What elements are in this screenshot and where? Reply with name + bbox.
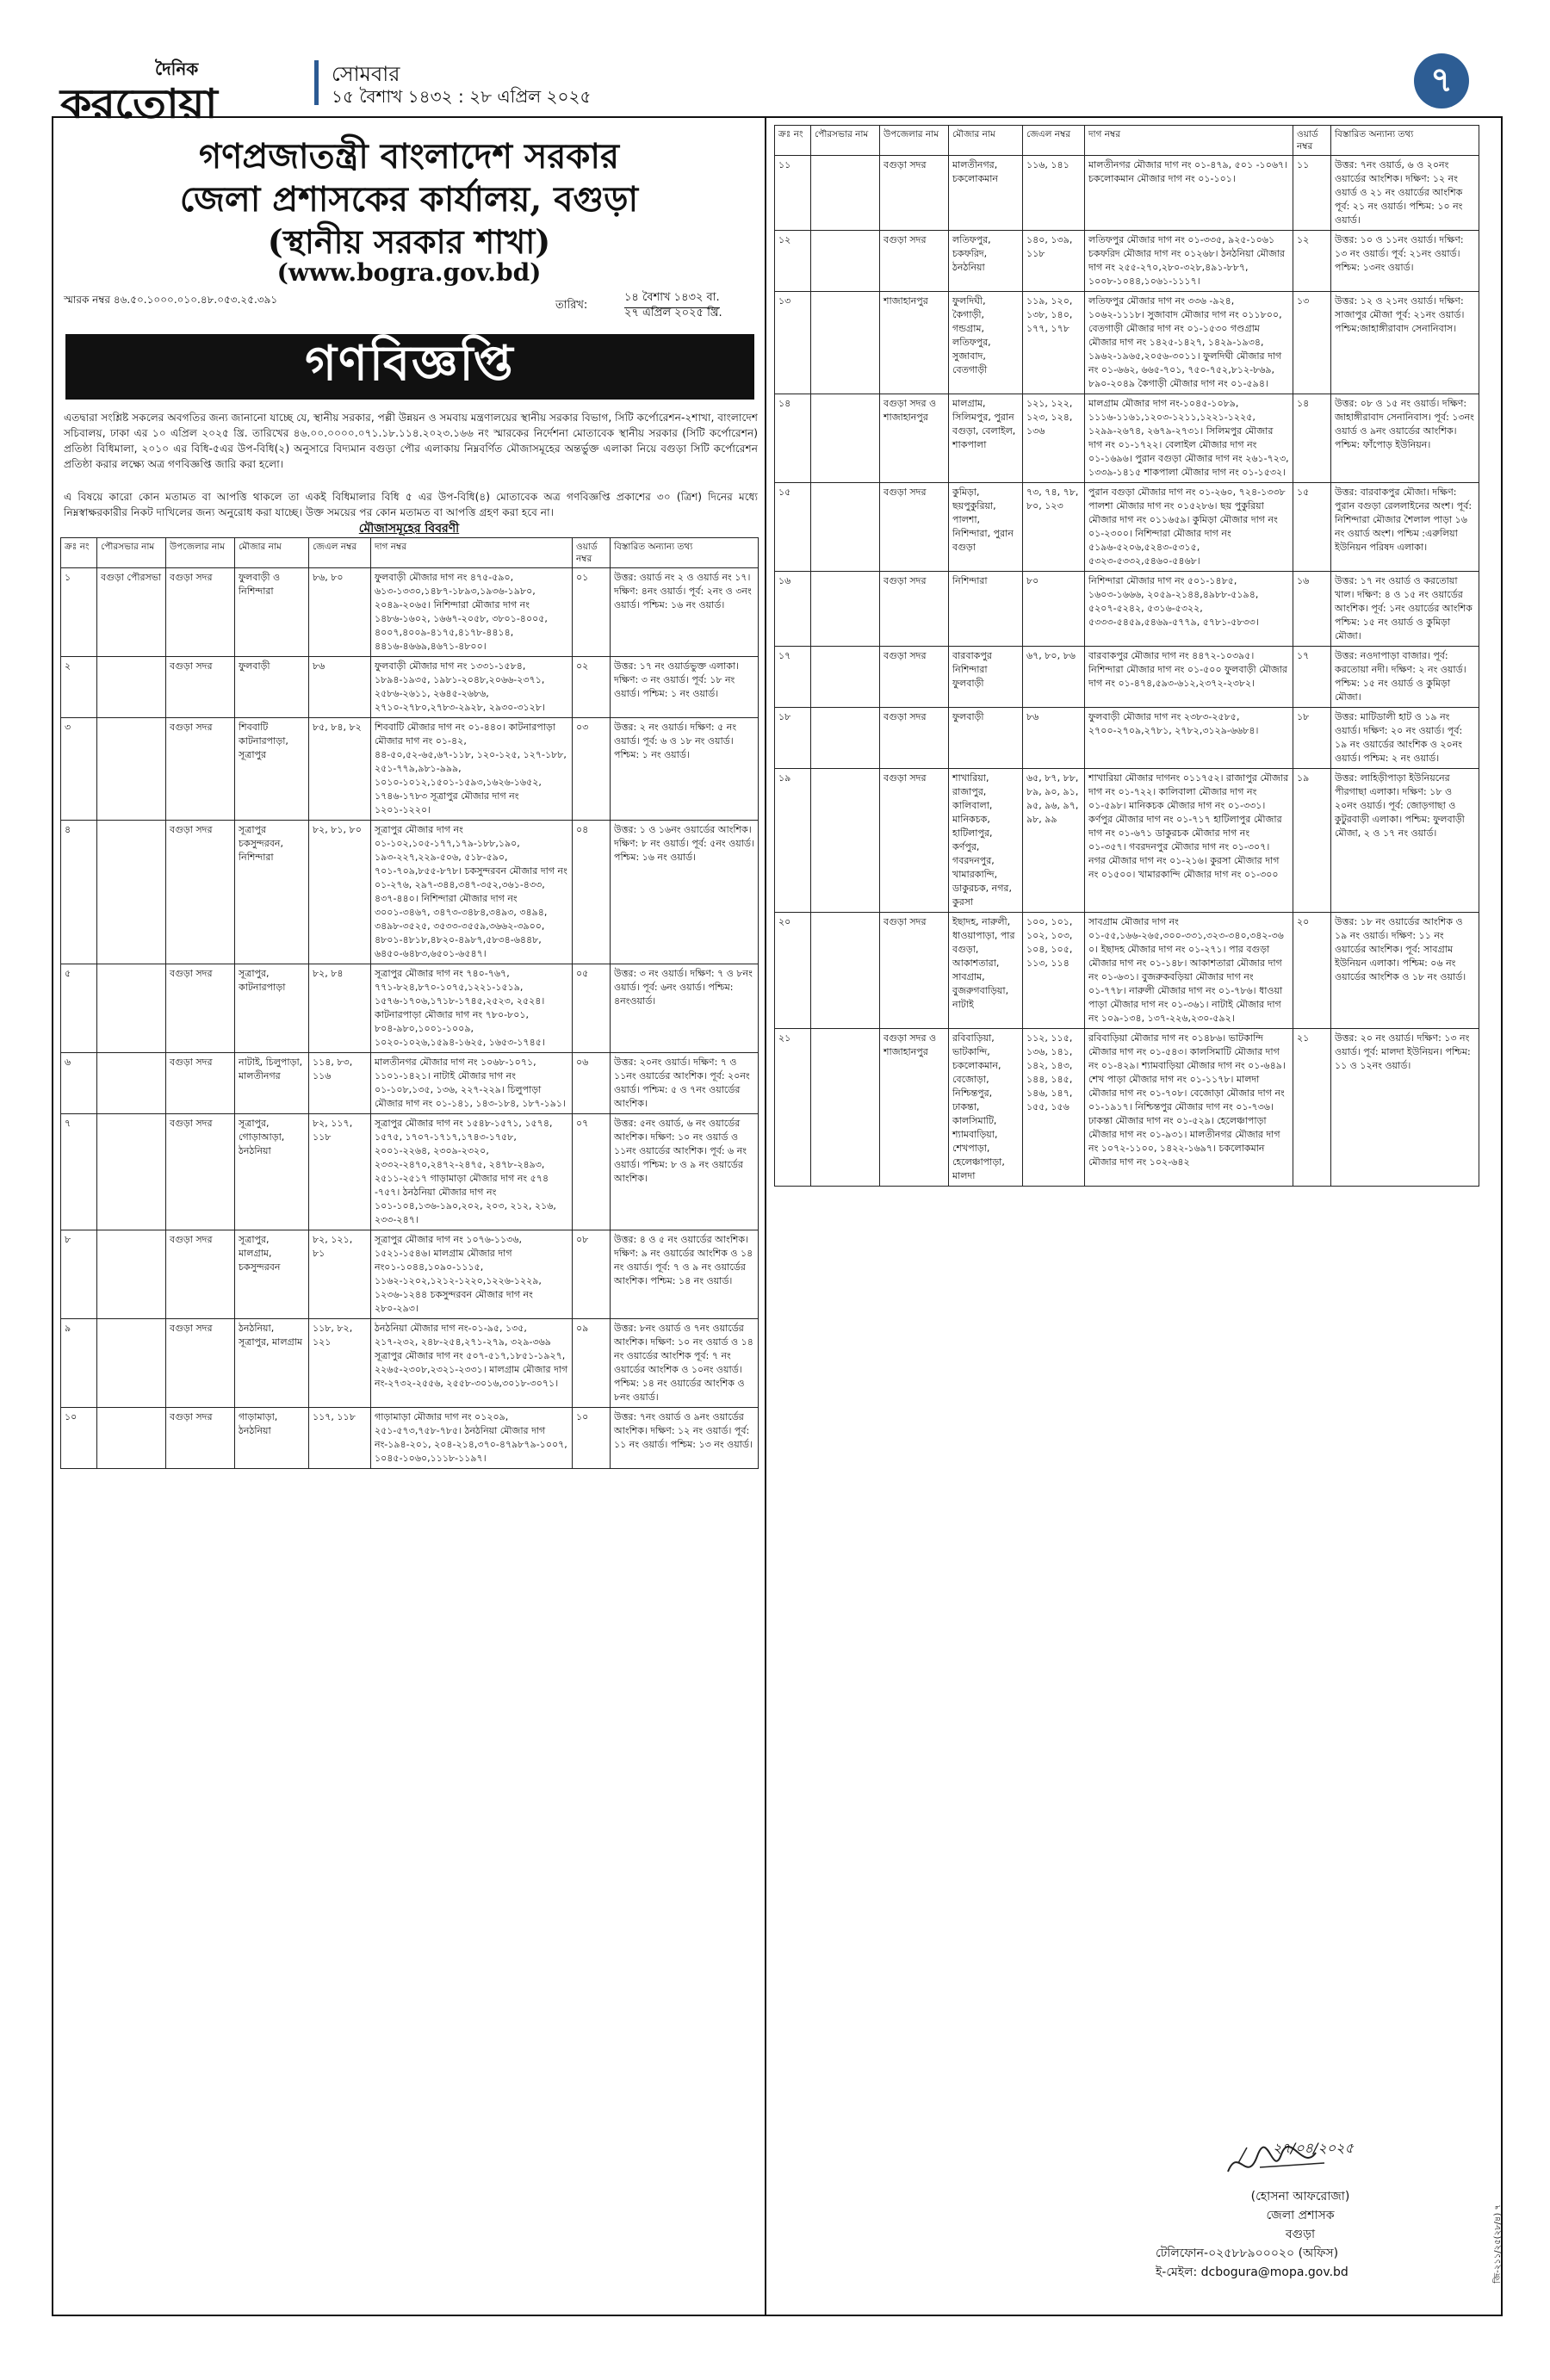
cell-upazila: বগুড়া সদর xyxy=(880,647,949,708)
cell-dag: বারবাকপুর মৌজার দাগ নং ৪৪৭২-১০৩৯৫। নিশিন্দারা মৌজার দাগ নং ০১-৫০০ ফুলবাড়ী মৌজার দাগ নং ০১-৪৭৪,৫৯৩-৬১২,২৩৭২-২৩৮২। xyxy=(1085,647,1293,708)
cell-ward: ২১ xyxy=(1293,1029,1331,1187)
cell-municipality xyxy=(97,1114,166,1230)
cell-serial: ১০ xyxy=(61,1408,97,1469)
cell-jl: ৮২, ১১৭, ১১৮ xyxy=(309,1114,371,1230)
cell-upazila: বগুড়া সদর xyxy=(166,657,235,718)
cell-serial: ১৩ xyxy=(775,292,811,394)
cell-jl: ১২১, ১২২, ১২৩, ১২৪, ১৩৬ xyxy=(1023,394,1085,483)
cell-upazila: বগুড়া সদর xyxy=(166,964,235,1053)
date-label: তারিখ: xyxy=(555,299,588,312)
cell-municipality xyxy=(811,913,880,1029)
cell-upazila: বগুড়া সদর xyxy=(166,718,235,821)
cell-details: উত্তর: ২০নং ওয়ার্ড। দক্ষিণ: ৭ ও ১১নং ওয়ার্ডের আংশিক। পূর্ব: ২০নং ওয়ার্ড। পশ্চিম: ৫ ও ৭নং ওয়ার্ডের আংশিক। xyxy=(611,1053,759,1114)
cell-jl: ১১৯, ১২০, ১৩৮, ১৪০, ১৭৭, ১৭৮ xyxy=(1023,292,1085,394)
cell-dag: রবিবাড়িয়া মৌজার দাগ নং ০১৪৮৬। ভাটকান্দি মৌজার দাগ নং ০১-৫৪৩। কালসিমাটি মৌজার দাগ নং ০১-৪২৯। শ্যামবাড়িয়া মৌজার দাগ নং ০১-৬৪৯। শেখ পাড়া মৌজার দাগ নং ০১-১১৭৮। মালদা মৌজার দাগ নং ০১-৭০৮। বেজোড়া মৌজার দাগ নং ০১-১৯১৭। নিশ্চিন্তপুর মৌজার দাগ নং ০১-৭৩৬। ঢাকন্তা মৌজার দাগ নং ০১-৫২৯। হেলেঞ্চাপাড়া মৌজার দাগ নং ০১-৯৩১। মালতীনগর মৌজার দাগ নং ১০৭২-১১০০, ১৪২২-১৬৯৭। চকলোকমান মৌজার দাগ নং ১০২-৬৪২ xyxy=(1085,1029,1293,1187)
cell-dag: লতিফপুর মৌজার দাগ নং ৩৩৬ -৯২৪, ১০৬২-১১১৮। সুজাবাদ মৌজার দাগ নং ০১১৮০০, বেতগাড়ী মৌজার দাগ নং ০১-১৫৩০ গণ্ডগ্রাম মৌজার দাগ নং ১৪২৫-১৪২৭, ১৪২৯-১৯৩৪, ১৯৬২-১৯৬৫,২০৫৬-৩০১১। ফুলদিঘী মৌজার দাগ নং ০১-৬৬২, ৬৬৫-৭০১, ৭৫০-৭৫২,৮১২-৮৬৯, ৮৯০-২০৪৯ কৈগাড়ী মৌজার দাগ নং ০১-৫৯৪। xyxy=(1085,292,1293,394)
cell-municipality xyxy=(97,657,166,718)
cell-details: উত্তর: ১৭ নং ওয়ার্ড ও করতোয়া খাল। দক্ষিণ: ৪ ও ১৫ নং ওয়ার্ডের আংশিক। পূর্ব: ১নং ওয়ার্ডের আংশিক পশ্চিম: ১৫ নং ওয়ার্ড ও কুমিড়া মৌজা। xyxy=(1331,572,1479,647)
table-row xyxy=(775,769,1479,913)
col-header-upazila: উপজেলার নাম xyxy=(880,126,949,156)
cell-ward: ১৯ xyxy=(1293,769,1331,913)
cell-ward: ১১ xyxy=(1293,156,1331,231)
cell-serial: ২ xyxy=(61,657,97,718)
col-header-ward: ওয়ার্ড নম্বর xyxy=(1293,126,1331,156)
cell-municipality xyxy=(811,394,880,483)
cell-details: উত্তর: নওদাপাড়া বাজার। পূর্ব: করতোয়া নদী। দক্ষিণ: ২ নং ওয়ার্ড। পশ্চিম: ১৫ নং ওয়ার্ড ও কুমিড়া মৌজা। xyxy=(1331,647,1479,708)
cell-mouza: রবিবাড়িয়া, ভাটকান্দি, চকলোকমান, বেজোড়া, নিশ্চিন্তপুর, ঢাকন্তা, কালসিমাটি, শ্যামবাড়িয়া, শেখপাড়া, হেলেঞ্চাপাড়া, মালদা xyxy=(949,1029,1023,1187)
table-caption: মৌজাসমূহের বিবরণী xyxy=(358,522,460,536)
cell-ward: ১৬ xyxy=(1293,572,1331,647)
cell-ward: ০৪ xyxy=(573,821,611,964)
cell-municipality xyxy=(97,1230,166,1319)
cell-details: উত্তর: ০৮ ও ১৫ নং ওয়ার্ড। দক্ষিণ: জাহাঙ্গীরাবাদ সেনানিবাস। পূর্ব: ১৩নং ওয়ার্ড ও ৯নং ওয়ার্ডের আংশিক। পশ্চিম: ফাঁপোড় ইউনিয়ন। xyxy=(1331,394,1479,483)
website-text: (www.bogra.gov.bd) xyxy=(276,258,542,287)
cell-mouza: নাটাই, চিলুপাড়া, মালতীনগর xyxy=(235,1053,309,1114)
cell-upazila: বগুড়া সদর xyxy=(880,483,949,572)
cell-municipality xyxy=(811,769,880,913)
cell-jl: ৮৫, ৮৪, ৮২ xyxy=(309,718,371,821)
cell-serial: ৫ xyxy=(61,964,97,1053)
table-row xyxy=(775,708,1479,769)
cell-dag: ফুলবাড়ী মৌজার দাগ নং ২৩৮৩-২৫৮৫, ২৭০০-২৭০৯,২৭৮১, ২৭৮২,৩১২৯-৬৬৮৪। xyxy=(1085,708,1293,769)
cell-mouza: ফুলবাড়ী xyxy=(949,708,1023,769)
cell-jl: ৮২, ১২১, ৮১ xyxy=(309,1230,371,1319)
cell-ward: ১৮ xyxy=(1293,708,1331,769)
cell-serial: ৯ xyxy=(61,1319,97,1408)
table-row xyxy=(61,1230,759,1319)
cell-serial: ২০ xyxy=(775,913,811,1029)
cell-dag: নিশিন্দারা মৌজার দাগ নং ৫০১-১৪৮৫, ১৬০৩-১৬৬৬, ২০৫৯-২১৪৪,৪৯৮৮-৫১৯৪, ৫২০৭-৫২৪২, ৫৩১৬-৫৩২২, ৫৩৩৩-৫৪৫৯,৫৪৬৯-৫৭৭৯, ৫৭৮১-৫৮৩৩। xyxy=(1085,572,1293,647)
signatory-designation: জেলা প্রশাসক xyxy=(1266,2209,1335,2222)
cell-mouza: গাড়ামাড়া, ঠনঠনিয়া xyxy=(235,1408,309,1469)
cell-upazila: বগুড়া সদর xyxy=(166,1114,235,1230)
cell-mouza: সূত্রাপুর, কাটনারপাড়া xyxy=(235,964,309,1053)
cell-serial: ১৫ xyxy=(775,483,811,572)
cell-dag: ফুলবাড়ী মৌজার দাগ নং ১৩৩১-১৫৮৪, ১৮৯৪-১৯৩৫, ১৯৮১-২০৪৮,২০৬৬-২৩৭১, ২৫৮৬-২৬১১, ২৬৪৫-২৬৮৬, ২৭১০-২৭৮০,২৭৮৩-২৯২৮, ২৯৩০-৩১২৮। xyxy=(371,657,573,718)
masthead-divider xyxy=(314,60,319,105)
cell-ward: ১৩ xyxy=(1293,292,1331,394)
signature-date: ২৭/০৪/২০২৫ xyxy=(1273,2140,1354,2156)
cell-municipality xyxy=(97,1319,166,1408)
office-phone: টেলিফোন-০২৫৮৮৯০০০২০ (অফিস) xyxy=(1156,2247,1339,2260)
col-header-dag: দাগ নম্বর xyxy=(371,538,573,568)
cell-jl: ১১৬, ১৪১ xyxy=(1023,156,1085,231)
cell-municipality xyxy=(97,1408,166,1469)
cell-serial: ১৬ xyxy=(775,572,811,647)
cell-ward: ২০ xyxy=(1293,913,1331,1029)
cell-details: উত্তর: ৭নং ওয়ার্ড ও ৯নং ওয়ার্ডের আংশিক। দক্ষিণ: ১২ নং ওয়ার্ড। পূর্ব: ১১ নং ওয়ার্ড। পশ্চিম: ১৩ নং ওয়ার্ড। xyxy=(611,1408,759,1469)
cell-municipality xyxy=(97,964,166,1053)
cell-mouza: ঠনঠনিয়া, সূত্রাপুর, মালগ্রাম xyxy=(235,1319,309,1408)
cell-ward: ০৩ xyxy=(573,718,611,821)
cell-ward: ০৫ xyxy=(573,964,611,1053)
cell-municipality xyxy=(811,231,880,292)
col-header-upazila: উপজেলার নাম xyxy=(166,538,235,568)
table-header-row xyxy=(61,538,759,568)
col-header-ward: ওয়ার্ড নম্বর xyxy=(573,538,611,568)
cell-municipality xyxy=(811,708,880,769)
table-row xyxy=(61,1408,759,1469)
cell-dag: সাবগ্রাম মৌজার দাগ নং ০১-৫৫,১৬৬-২৬৫,৩০০-৩৩১,৩২৩-৩৪০,৩৪২-৩৬০। ইছাদহ মৌজার দাগ নং ০১-২৭১। পার বগুড়া মৌজার দাগ নং ০১-১৪৮। আকাশতারা মৌজার দাগ নং ০১-৬৩১। বুজরুকবড়িয়া মৌজার দাগ নং ০১-৭৭৮। নারুলী মৌজার দাগ নং ০১-৭৮৬। ধাওয়া পাড়া মৌজার দাগ নং ০১-৩৬১। নাটাই মৌজার দাগ নং ১০৯-১৩৪, ১৩৭-২২৬,২৩০-৫৯২। xyxy=(1085,913,1293,1029)
contact-block xyxy=(1156,2244,1348,2282)
cell-ward: ০১ xyxy=(573,568,611,657)
mouza-table-right xyxy=(774,125,1479,1187)
col-header-jl: জেএল নম্বর xyxy=(309,538,371,568)
cell-jl: ৮৬, ৮০ xyxy=(309,568,371,657)
table-row xyxy=(775,913,1479,1029)
cell-ward: ১৭ xyxy=(1293,647,1331,708)
logo-text: করতোয়া xyxy=(60,80,217,128)
cell-dag: ফুলবাড়ী মৌজার দাগ নং ৪৭৫-৫৯০, ৬১৩-১৩৩০,১৪৮৭-১৮৯৩,১৯৩৬-১৯৮০, ২০৪৯-২০৬৫। নিশিন্দারা মৌজার দাগ নং ১৪৮৬-১৬০২, ১৬৬৭-২০৫৮, ৩৮০১-৪০০৫, ৪০০৭,৪০০৯-৪১৭৫,৪১৭৮-৪৪১৪, ৪৪১৬-৪৬৬৯,৪৬৭১-৪৮০০। xyxy=(371,568,573,657)
cell-upazila: বগুড়া সদর xyxy=(166,1053,235,1114)
cell-jl: ১১২, ১১৫, ১৩৬, ১৪১, ১৪২, ১৪৩, ১৪৪, ১৪৫, ১৪৬, ১৪৭, ১৫৫, ১৫৬ xyxy=(1023,1029,1085,1187)
cell-serial: ১ xyxy=(61,568,97,657)
cell-mouza: ইছাদহ, নারুলী, ধাওয়াপাড়া, পার বগুড়া, আকাশতারা, সাবগ্রাম, বুজরুগবাড়িয়া, নাটাই xyxy=(949,913,1023,1029)
cell-ward: ০২ xyxy=(573,657,611,718)
cell-serial: ৪ xyxy=(61,821,97,964)
cell-upazila: বগুড়া সদর ও শাজাহানপুর xyxy=(880,1029,949,1187)
cell-upazila: বগুড়া সদর xyxy=(880,913,949,1029)
cell-mouza: শিববাটি কাটনারপাড়া, সূত্রাপুর xyxy=(235,718,309,821)
cell-jl: ৮৬ xyxy=(309,657,371,718)
signatory-name: (হোসনা আফরোজা) xyxy=(1250,2190,1350,2203)
cell-details: উত্তর: ২০ নং ওয়ার্ড। দক্ষিণ: ১৩ নং ওয়ার্ড। পূর্ব: মালদা ইউনিয়ন। পশ্চিম: ১১ ও ১২নং ওয়ার্ড। xyxy=(1331,1029,1479,1187)
signatory-district: বগুড়া xyxy=(1285,2228,1316,2241)
cell-upazila: বগুড়া সদর xyxy=(880,572,949,647)
cell-dag: সূত্রাপুর মৌজার দাগ নং ১০৭৬-১১৩৬, ১৫২১-১৫৪৬। মালগ্রাম মৌজার দাগ নং০১-১০৪৪,১০৯০-১১১৫, ১১৬২-১২০২,১২১২-১২২০,১২২৬-১২২৯, ১২৩৬-১২৪৪ চকসুন্দরবন মৌজার দাগ নং ২৮০-২৯৩। xyxy=(371,1230,573,1319)
cell-dag: ঠনঠনিয়া মৌজার দাগ নং-০১-৯৫, ১৩৫, ২১৭-২৩২, ২৪৮-২৫৪,২৭১-২৭৯, ৩২৯-৩৬৯ সূত্রাপুর মৌজার দাগ নং ৫০৭-৫১৭,১৮৫১-১৯২৭, ২২৬৫-২৩০৮,২৩২১-২৩৩১। মালগ্রাম মৌজার দাগ নং-২৭৩২-২৫৫৬, ২৫৫৮-৩০১৬,৩০১৮-৩০৭১। xyxy=(371,1319,573,1408)
cell-serial: ৩ xyxy=(61,718,97,821)
col-header-serial: ক্রঃ নং xyxy=(775,126,811,156)
cell-upazila: বগুড়া সদর xyxy=(880,769,949,913)
cell-mouza: নিশিন্দারা xyxy=(949,572,1023,647)
cell-mouza: বারবাকপুর নিশিন্দারা ফুলবাড়ী xyxy=(949,647,1023,708)
cell-mouza: কুমিড়া, ছয়পুকুরিয়া, পালশা, নিশিন্দারা, পুরান বগুড়া xyxy=(949,483,1023,572)
cell-ward: ০৬ xyxy=(573,1053,611,1114)
office-email: ই-মেইল: dcbogura@mopa.gov.bd xyxy=(1156,2265,1348,2279)
col-header-mouza: মৌজার নাম xyxy=(949,126,1023,156)
day-name: সোমবার xyxy=(332,62,400,86)
page-number-badge: ৭ xyxy=(1414,53,1469,108)
cell-details: উত্তর: ২ নং ওয়ার্ড। দক্ষিণ: ৫ নং ওয়ার্ড। পূর্ব: ৬ ও ১৮ নং ওয়ার্ড। পশ্চিম: ১ নং ওয়ার্ড। xyxy=(611,718,759,821)
table-row xyxy=(775,292,1479,394)
cell-jl: ১১৭, ১১৮ xyxy=(309,1408,371,1469)
cell-upazila: বগুড়া সদর xyxy=(166,568,235,657)
cell-serial: ১৮ xyxy=(775,708,811,769)
branch-title: (স্থানীয় সরকার শাখা) xyxy=(267,222,551,261)
col-header-details: বিস্তারিত অন্যান্য তথ্য xyxy=(1331,126,1479,156)
cell-serial: ৬ xyxy=(61,1053,97,1114)
notice-paragraph-2: এ বিষয়ে কারো কোন মতামত বা আপত্তি থাকলে তা একই বিধিমালার বিধি ৫ এর উপ-বিধি(৪) মোতাবেক অত্র গণবিজ্ঞপ্তি প্রকাশের ৩০ (ত্রিশ) দিনের মধ্যে নিম্নস্বাক্ষরকারীর নিকট দাখিলের জন্য অনুরোধ করা যাচ্ছে। উক্ত সময়ের পর কোন মতামত বা আপত্তি গ্রহণ করা হবে না। xyxy=(64,491,758,518)
table-row xyxy=(775,647,1479,708)
cell-municipality xyxy=(811,572,880,647)
logo-small-text: দৈনিক xyxy=(155,59,199,79)
cell-jl: ৬৭, ৮০, ৮৬ xyxy=(1023,647,1085,708)
cell-municipality xyxy=(97,718,166,821)
cell-mouza: সূত্রাপুর, মালগ্রাম, চকসুন্দরবন xyxy=(235,1230,309,1319)
cell-dag: সূত্রাপুর মৌজার দাগ নং ০১-১০২,১০৫-১৭৭,১৭৯-১৮৮,১৯০, ১৯৩-২২৭,২২৯-৫০৬, ৫১৮-৫৯০, ৭০১-৭০৯,৮৫৫-৮৭৮। চকসুন্দরবন মৌজার দাগ নং ০১-২৭৬, ২৯৭-৩৪৪,৩৪৭-৩৫২,৩৬১-৪৩৩, ৪৩৭-৪৪০। নিশিন্দারা মৌজার দাগ নং ৩০০১-৩৪৬৭, ৩৪৭৩-৩৪৮৪,৩৪৯৩, ৩৪৯৪, ৩৪৯৮-৩৫২৫, ৩৫৩৩-৩৫৫৯,৩৬৬২-৩৯০০, ৪৮০১-৪৮১৮,৪৮২০-৪৯৮৭,৫৮৩৪-৬৪৪৮, ৬৪৫০-৬৪৮৩,৬৫০১-৬৫৪৭। xyxy=(371,821,573,964)
mouza-table-left xyxy=(60,537,759,1469)
col-header-mouza: মৌজার নাম xyxy=(235,538,309,568)
cell-details: উত্তর: বারবাকপুর মৌজা। দক্ষিণ: পুরান বগুড়া রেললাইনের অংশ। পূর্ব: নিশিন্দারা মৌজার শৈলাল পাড়া ১৬ নং ওয়ার্ড অংশ। পশ্চিম :এরুলিয়া ইউনিয়ন পরিষদ এলাকা। xyxy=(1331,483,1479,572)
cell-details: উত্তর: ৩ নং ওয়ার্ড। দক্ষিণ: ৭ ও ৮নং ওয়ার্ড। পূর্ব: ৬নং ওয়ার্ড। পশ্চিম: ৪নংওয়ার্ড। xyxy=(611,964,759,1053)
cell-mouza: লতিফপুর, চকফরিদ, ঠনঠনিয়া xyxy=(949,231,1023,292)
table-row xyxy=(61,1319,759,1408)
table-row xyxy=(775,572,1479,647)
col-header-serial: ক্রঃ নং xyxy=(61,538,97,568)
cell-ward: ০৮ xyxy=(573,1230,611,1319)
table-row xyxy=(775,394,1479,483)
cell-jl: ৭৩, ৭৪, ৭৮, ৮০, ১২৩ xyxy=(1023,483,1085,572)
table-row xyxy=(61,821,759,964)
cell-details: উত্তর: ১ ও ১৬নং ওয়ার্ডের আংশিক। দক্ষিণ: ৮ নং ওয়ার্ড। পূর্ব: ৫নং ওয়ার্ড। পশ্চিম: ১৬ নং ওয়ার্ড। xyxy=(611,821,759,964)
cell-upazila: বগুড়া সদর xyxy=(166,1408,235,1469)
cell-jl: ১০০, ১০১, ১০২, ১০৩, ১০৪, ১০৫, ১১৩, ১১৪ xyxy=(1023,913,1085,1029)
cell-jl: ১১৮, ৮২, ১২১ xyxy=(309,1319,371,1408)
cell-dag: গাড়ামাড়া মৌজার দাগ নং ০১২০৯, ২৫১-৫৭৩,৭৫৮-৭৮৫। ঠনঠনিয়া মৌজার দাগ নং-১৯৪-২০১, ২০৪-২১৪,৩৭০-৪৭৯৮৭৯-১০০৭, ১০৪৫-১০৬০,১১১৮-১১৯৭। xyxy=(371,1408,573,1469)
cell-details: উত্তর: ৭নং ওয়ার্ড, ৬ ও ২০নং ওয়ার্ডের আংশিক। দক্ষিণ: ১২ নং ওয়ার্ড ও ২১ নং ওয়ার্ডের আংশিক পূর্ব: ২১ নং ওয়ার্ড। পশ্চিম: ১০ নং ওয়ার্ড। xyxy=(1331,156,1479,231)
cell-upazila: বগুড়া সদর xyxy=(166,1319,235,1408)
cell-serial: ২১ xyxy=(775,1029,811,1187)
cell-details: উত্তর: ১৭ নং ওয়ার্ডভুক্ত এলাকা। দক্ষিণ: ৩ নং ওয়ার্ড। পূর্ব: ১৮ নং ওয়ার্ড। পশ্চিম: ১ নং ওয়ার্ড। xyxy=(611,657,759,718)
cell-municipality: বগুড়া পৌরসভা xyxy=(97,568,166,657)
memo-number: স্মারক নম্বর ৪৬.৫০.১০০০.০১০.৪৮.০৫৩.২৫.৩৯১ xyxy=(64,294,278,306)
cell-mouza: ফুলদিঘী, কৈগাড়ী, গন্ডগ্রাম, লতিফপুর, সুজাবাদ, বেতগাড়ী xyxy=(949,292,1023,394)
newspaper-logo xyxy=(60,57,319,128)
table-header-row xyxy=(775,126,1479,156)
cell-upazila: বগুড়া সদর ও শাজাহানপুর xyxy=(880,394,949,483)
cell-mouza: ফুলবাড়ী xyxy=(235,657,309,718)
cell-serial: ১৯ xyxy=(775,769,811,913)
cell-serial: ১৪ xyxy=(775,394,811,483)
cell-dag: পুরান বগুড়া মৌজার দাগ নং ০১-২৬০, ৭২৪-১৩৩৮ পালশা মৌজার দাগ নং ০১৫২৮৬। ছয় পুকুরিয়া মৌজার দাগ নং ০১১৬৫৯। কুমিড়া মৌজার দাগ নং ০১-২৩০০। নিশিন্দারা মৌজার দাগ নং ৫১৯৬-৫২০৬,৫২৪৩-৫৩১৫, ৫৩২৩-৫৩৩২,৫৪৬০-৫৪৬৮। xyxy=(1085,483,1293,572)
cell-serial: ৭ xyxy=(61,1114,97,1230)
col-header-jl: জেএল নম্বর xyxy=(1023,126,1085,156)
col-header-municipality: পৌরসভার নাম xyxy=(811,126,880,156)
table-row xyxy=(61,718,759,821)
cell-details: উত্তর: লাহিড়ীপাড়া ইউনিয়নের পীরগাছা এলাকা। দক্ষিণ: ১৮ ও ২০নং ওয়ার্ড। পূর্ব: জোড়গাছা ও কুটুরবাড়ী এলাকা। পশ্চিম: ফুলবাড়ী মৌজা, ২ ও ১৭ নং ওয়ার্ড। xyxy=(1331,769,1479,913)
cell-municipality xyxy=(97,821,166,964)
table-row xyxy=(61,964,759,1053)
cell-upazila: শাজাহানপুর xyxy=(880,292,949,394)
issue-date: ১৫ বৈশাখ ১৪৩২ : ২৮ এপ্রিল ২০২৫ xyxy=(332,86,592,107)
table-row xyxy=(775,483,1479,572)
cell-dag: মালতীনগর মৌজার দাগ নং ০১-৪৭৯, ৫০১ -১০৬৭। চকলোকমান মৌজার দাগ নং ০১-১০১। xyxy=(1085,156,1293,231)
cell-municipality xyxy=(811,1029,880,1187)
cell-mouza: সূত্রাপুর, গোড়াআড়া, ঠনঠনিয়া xyxy=(235,1114,309,1230)
cell-details: উত্তর: ১০ ও ১১নং ওয়ার্ড। দক্ষিণ: ১৩ নং ওয়ার্ড। পূর্ব: ২১নং ওয়ার্ড। পশ্চিম: ১৩নং ওয়ার্ড। xyxy=(1331,231,1479,292)
cell-jl: ৮০ xyxy=(1023,572,1085,647)
cell-serial: ১৭ xyxy=(775,647,811,708)
cell-municipality xyxy=(811,483,880,572)
cell-jl: ৮২, ৮৪ xyxy=(309,964,371,1053)
cell-municipality xyxy=(811,156,880,231)
cell-ward: ১৫ xyxy=(1293,483,1331,572)
notice-banner: গণবিজ্ঞপ্তি xyxy=(65,334,754,400)
notice-paragraph-1: এতদ্বারা সংশ্লিষ্ট সকলের অবগতির জন্য জানানো যাচ্ছে যে, স্থানীয় সরকার, পল্লী উন্নয়ন ও সমবায় মন্ত্রণালয়ের স্থানীয় সরকার বিভাগ, সিটি কর্পোরেশন-২শাখা, বাংলাদেশ সচিবালয়, ঢাকা এর ১০ এপ্রিল ২০২৫ খ্রি. তারিখের ৪৬.০০.০০০০.০৭১.১৮.১১৪.২০২৩.১৬৬ নং স্মারকের নির্দেশনা মোতাবেক স্থানীয় সরকার (সিটি কর্পোরেশন) প্রতিষ্ঠা বিধিমালা, ২০১০ এর বিধি-৫এর উপ-বিধি(২) অনুসারে বিদ্যমান বগুড়া পৌর এলাকায় নিম্নবর্ণিত মৌজাসমূহের অন্তর্ভুক্ত এলাকা নিয়ে বগুড়া সিটি কর্পোরেশন প্রতিষ্ঠা করার লক্ষ্যে অত্র গণবিজ্ঞপ্তি জারি করা হলো। xyxy=(64,412,758,470)
signatory-block xyxy=(1214,2187,1386,2244)
cell-details: উত্তর: ৫নং ওয়ার্ড, ৬ নং ওয়ার্ডের আংশিক। দক্ষিণ: ১০ নং ওয়ার্ড ও ১১নং ওয়ার্ডের আংশিক। পূর্ব: ৬ নং ওয়ার্ড। পশ্চিম: ৮ ও ৯ নং ওয়ার্ডের আংশিক। xyxy=(611,1114,759,1230)
col-header-municipality: পৌরসভার নাম xyxy=(97,538,166,568)
cell-ward: ১৪ xyxy=(1293,394,1331,483)
cell-ward: ০৯ xyxy=(573,1319,611,1408)
side-code: জি-২১১/২৫(২৮/৪) ৭ xyxy=(1493,2204,1503,2284)
col-header-dag: দাগ নম্বর xyxy=(1085,126,1293,156)
date-english: ২৭ এপ্রিল ২০২৫ খ্রি. xyxy=(624,307,722,319)
table-row xyxy=(775,231,1479,292)
cell-upazila: বগুড়া সদর xyxy=(880,156,949,231)
table-row xyxy=(61,568,759,657)
cell-municipality xyxy=(811,292,880,394)
cell-mouza: মালতীনগর, চকলোকমান xyxy=(949,156,1023,231)
cell-serial: ৮ xyxy=(61,1230,97,1319)
cell-jl: ৬৫, ৮৭, ৮৮, ৮৯, ৯০, ৯১, ৯৫, ৯৬, ৯৭, ৯৮, ৯৯ xyxy=(1023,769,1085,913)
cell-details: উত্তর: ওয়ার্ড নং ২ ও ওয়ার্ড নং ১৭। দক্ষিণ: ৪নং ওয়ার্ড। পূর্ব: ২নং ও ৩নং ওয়ার্ড। পশ্চিম: ১৬ নং ওয়ার্ড। xyxy=(611,568,759,657)
cell-mouza: ফুলবাড়ী ও নিশিন্দারা xyxy=(235,568,309,657)
table-row xyxy=(775,1029,1479,1187)
cell-ward: ১২ xyxy=(1293,231,1331,292)
cell-dag: শিববাটি মৌজার দাগ নং ০১-৪৪০। কাটনারপাড়া মৌজার দাগ নং ০১-৪২, ৪৪-৫০,৫২-৬৫,৬৭-১১৮, ১২০-১২৫, ১২৭-১৮৮, ২৫১-৭৭৯,৯৮১-৯৯৯, ১০১০-১০১২,১৫০১-১৫৯৩,১৬২৬-১৬৫২, ১৭৪৬-১৭৮৩ সূত্রাপুর মৌজার দাগ নং ১২০১-১২২০। xyxy=(371,718,573,821)
cell-dag: মালগ্রাম মৌজার দাগ নং-১০৪৫-১০৮৯, ১১১৬-১১৬১,১২০৩-১২১১,১২২১-১২২৫, ১২৯৯-২৬৭৪, ২৬৭৯-২৭৩১। সিলিমপুর মৌজার দাগ নং ০১-১৭২২। বেলাইল মৌজার দাগ নং ০১-১৬৯৬। পুরান বগুড়া মৌজার দাগ নং ২৬১-৭২৩, ১৩৩৯-১৪১৫ শাকপালা মৌজার দাগ নং ০১-১৫৩২। xyxy=(1085,394,1293,483)
cell-dag: মালতীনগর মৌজার দাগ নং ১০৬৮-১০৭১, ১১০১-১৪২১। নাটাই মৌজার দাগ নং ০১-১০৮,১৩৫, ১৩৬, ২২৭-২২৯। চিলুপাড়া মৌজার দাগ নং ০১-১৪১, ১৪৩-১৮৪, ১৮৭-১৯১। xyxy=(371,1053,573,1114)
date-bangla: ১৪ বৈশাখ ১৪৩২ বা. xyxy=(624,289,720,308)
table-row xyxy=(61,657,759,718)
cell-upazila: বগুড়া সদর xyxy=(166,821,235,964)
govt-title: গণপ্রজাতন্ত্রী বাংলাদেশ সরকার xyxy=(199,136,619,177)
cell-details: উত্তর: ৮নং ওয়ার্ড ও ৭নং ওয়ার্ডের আংশিক। দক্ষিণ: ১০ নং ওয়ার্ড ও ১৪ নং ওয়ার্ডের আংশিক পূর্ব: ৭ নং ওয়ার্ডের আংশিক ও ১০নং ওয়ার্ড। পশ্চিম: ১৪ নং ওয়ার্ডের আংশিক ও ৮নং ওয়ার্ড। xyxy=(611,1319,759,1408)
cell-ward: ১০ xyxy=(573,1408,611,1469)
cell-serial: ১২ xyxy=(775,231,811,292)
cell-mouza: সূত্রাপুর চকসুন্দরবন, নিশিন্দারা xyxy=(235,821,309,964)
table-row xyxy=(61,1114,759,1230)
cell-mouza: শাখারিয়া, রাজাপুর, কালিবালা, মানিকচক, হাটিলাপুর, কর্ণপুর, গবরদনপুর, খামারকান্দি, ডাকুরচক, নগর, কুরসা xyxy=(949,769,1023,913)
cell-mouza: মালগ্রাম, সিলিমপুর, পুরান বগুড়া, বেলাইল, শাকপালা xyxy=(949,394,1023,483)
cell-dag: সূত্রাপুর মৌজার দাগ নং ১৫৪৮-১৫৭১, ১৫৭৪, ১৫৭৫, ১৭০৭-১৭১৭,১৭৪৩-১৭৫৮, ২০০১-২২৬৪, ২৩০৯-২৩২০, ২৩৩২-২৪৭০,২৪৭২-২৪৭৫, ২৪৭৮-২৪৯৩, ২৫১১-২৫১৭ গাড়ামাড়া মৌজার দাগ নং ৫৭৪ -৭৫৭। ঠনঠনিয়া মৌজার দাগ নং ১০১-১০৪,১৩৬-১৯০,২০২, ২০৩, ২১২, ২১৬, ২৩৩-২৪৭। xyxy=(371,1114,573,1230)
cell-details: উত্তর: ১২ ও ২১নং ওয়ার্ড। দক্ষিণ: সাজাপুর মৌজা পূর্ব: ২১নং ওয়ার্ড। পশ্চিম:জাহাঙ্গীরাবাদ সেনানিবাস। xyxy=(1331,292,1479,394)
cell-dag: লতিফপুর মৌজার দাগ নং ০১-৩৩৫, ৯২৫-১০৬১ চকফরিদ মৌজার দাগ নং ০১২৬৮। ঠনঠনিয়া মৌজার দাগ নং ২৫৫-২৭০,২৮০-৩২৮,৪৯১-৮৮৭, ১০০৮-১০৪৪,১০৬১-১১১৭। xyxy=(1085,231,1293,292)
cell-serial: ১১ xyxy=(775,156,811,231)
cell-dag: সূত্রাপুর মৌজার দাগ নং ৭৪০-৭৬৭, ৭৭১-৮২৪,৮৭০-১০৭৫,১২২১-১৫১৯, ১৫৭৬-১৭০৬,১৭১৮-১৭৪৫,২৫২৩, ২৫২৪। কাটনারপাড়া মৌজার দাগ নং ৭৮০-৮০১, ৮০৪-৯৮০,১০০১-১০০৯, ১০২০-১০২৬,১৫৯৪-১৬২৫, ১৬৫৩-১৭৪৫। xyxy=(371,964,573,1053)
cell-municipality xyxy=(97,1053,166,1114)
column-divider xyxy=(765,116,766,2316)
cell-details: উত্তর: ৪ ও ৫ নং ওয়ার্ডের আংশিক। দক্ষিণ: ৯ নং ওয়ার্ডের আংশিক ও ১৪ নং ওয়ার্ড। পূর্ব: ৭ ও ৯ নং ওয়ার্ডের আংশিক। পশ্চিম: ১৪ নং ওয়ার্ড। xyxy=(611,1230,759,1319)
cell-ward: ০৭ xyxy=(573,1114,611,1230)
cell-upazila: বগুড়া সদর xyxy=(880,708,949,769)
cell-details: উত্তর: ১৮ নং ওয়ার্ডের আংশিক ও ১৯ নং ওয়ার্ড। দক্ষিণ: ১১ নং ওয়ার্ডের আংশিক। পূর্ব: সাবগ্রাম ইউনিয়ন এলাকা। পশ্চিম: ০৬ নং ওয়ার্ডের আংশিক ও ১৮ নং ওয়ার্ড। xyxy=(1331,913,1479,1029)
cell-jl: ৮৬ xyxy=(1023,708,1085,769)
cell-upazila: বগুড়া সদর xyxy=(880,231,949,292)
col-header-details: বিস্তারিত অন্যান্য তথ্য xyxy=(611,538,759,568)
cell-municipality xyxy=(811,647,880,708)
cell-upazila: বগুড়া সদর xyxy=(166,1230,235,1319)
cell-details: উত্তর: মাটিডালী হাট ও ১৯ নং ওয়ার্ড। দক্ষিণ: ২০ নং ওয়ার্ড। পূর্ব: ১৯ নং ওয়ার্ডের আংশিক ও ২০নং ওয়ার্ড। পশ্চিম: ২ নং ওয়ার্ড। xyxy=(1331,708,1479,769)
table-row xyxy=(61,1053,759,1114)
cell-dag: শাখারিয়া মৌজার দাগনং ০১১৭৫২। রাজাপুর মৌজার দাগ নং ০১-৭২২। কালিবালা মৌজার দাগ নং ০১-৫৯৮। মানিকচক মৌজার দাগ নং ০১-৩৩১। কর্ণপুর মৌজার দাগ নং ০১-৭১৭ হাটিলাপুর মৌজার দাগ নং ০১-৬৭১ ডাকুরচক মৌজার দাগ নং ০১-৩৫৭। গবরদনপুর মৌজার দাগ নং ০১-৩০৭। নগর মৌজার দাগ নং ০১-২১৬। কুরসা মৌজার দাগ নং ০১৫০০। খামারকান্দি মৌজার দাগ নং ০১-৩০০ xyxy=(1085,769,1293,913)
cell-jl: ১৪০, ১৩৯, ১১৮ xyxy=(1023,231,1085,292)
cell-jl: ৮২, ৮১, ৮০ xyxy=(309,821,371,964)
table-row xyxy=(775,156,1479,231)
office-title: জেলা প্রশাসকের কার্যালয়, বগুড়া xyxy=(179,179,639,220)
cell-jl: ১১৪, ৮৩, ১১৬ xyxy=(309,1053,371,1114)
